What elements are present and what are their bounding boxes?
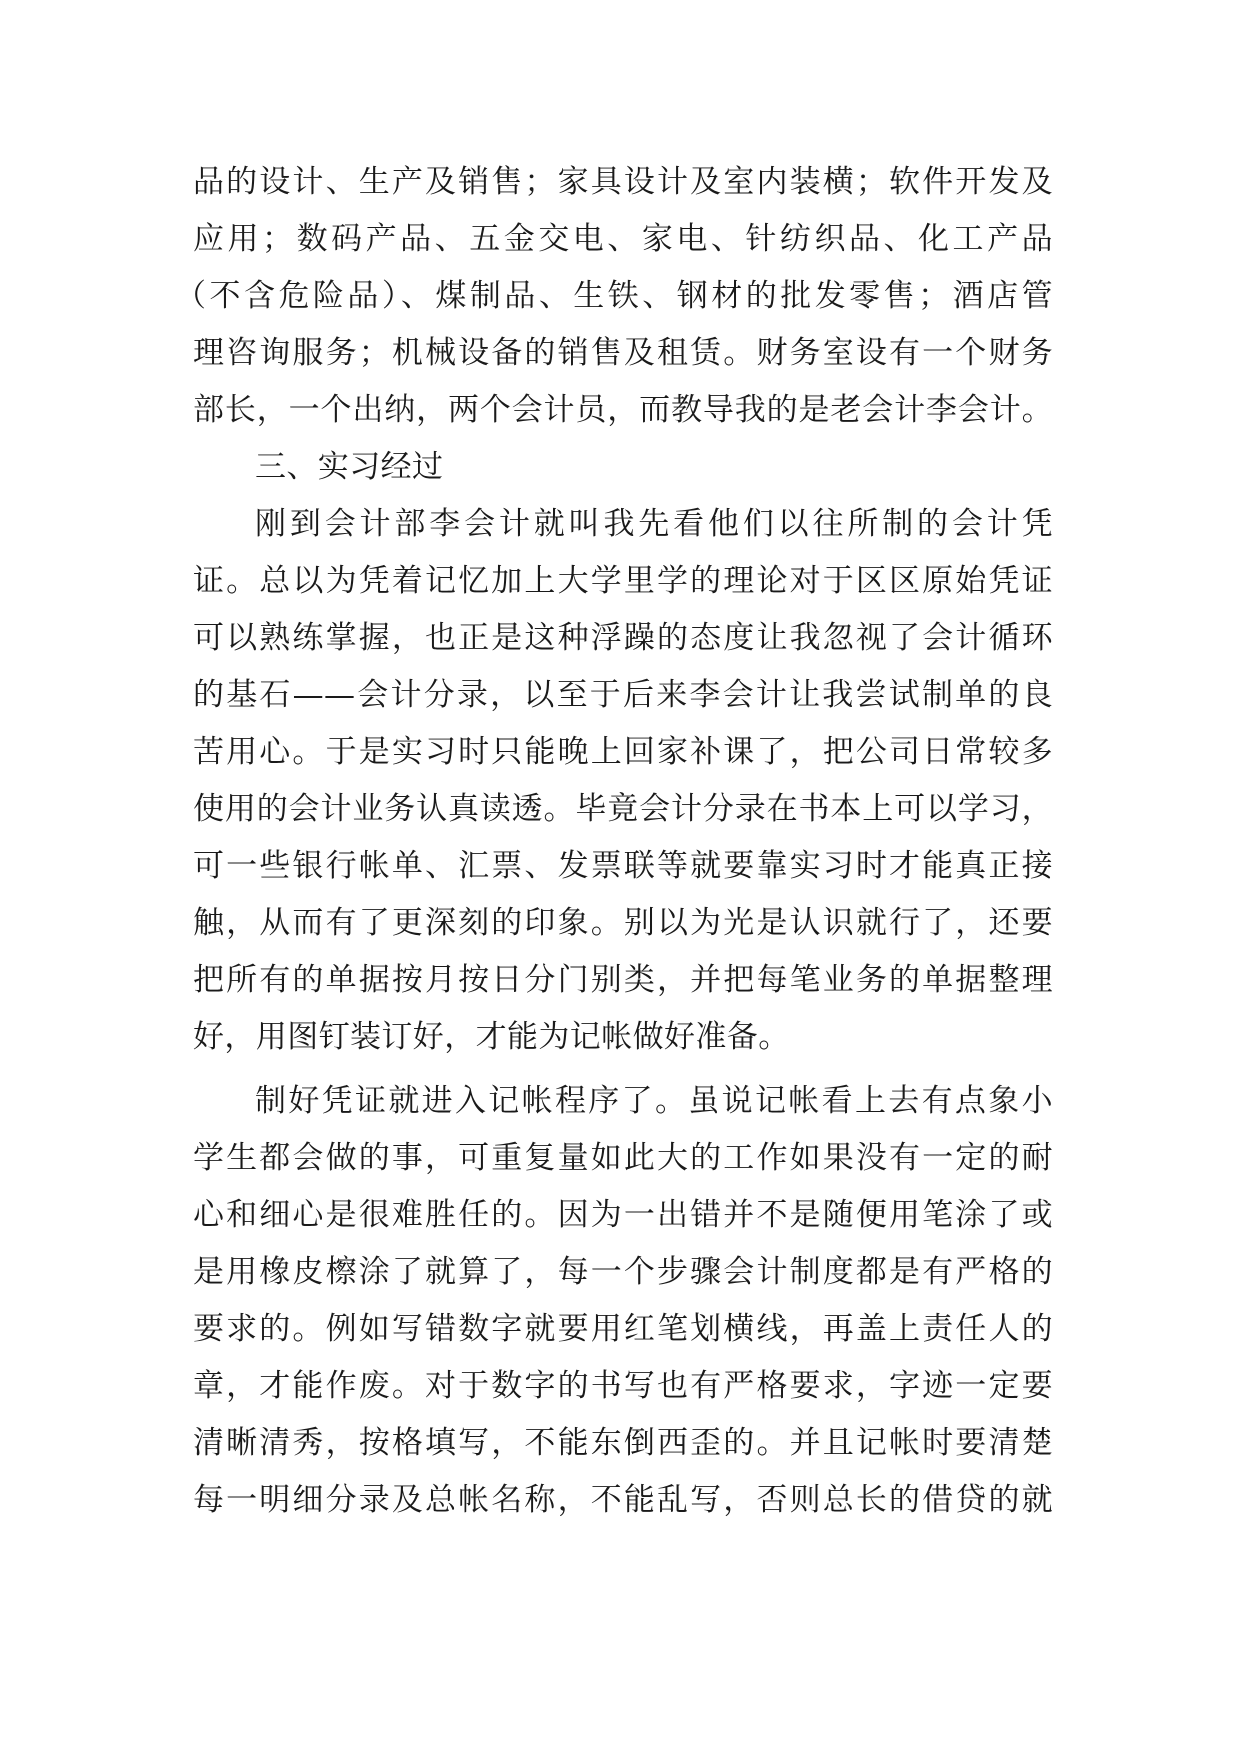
section-heading: 三、实习经过 (255, 449, 444, 485)
paragraph-line: 使用的会计业务认真读透。毕竟会计分录在书本上可以学习， (193, 791, 1053, 827)
paragraph-line: 清晰清秀，按格填写，不能东倒西歪的。并且记帐时要清楚 (193, 1425, 1053, 1461)
paragraph-line: 把所有的单据按月按日分门别类，并把每笔业务的单据整理 (193, 962, 1053, 998)
paragraph-line: 触，从而有了更深刻的印象。别以为光是认识就行了，还要 (193, 905, 1053, 941)
paragraph-line: 心和细心是很难胜任的。因为一出错并不是随便用笔涂了或 (193, 1197, 1053, 1233)
paragraph-line: 制好凭证就进入记帐程序了。虽说记帐看上去有点象小 (255, 1083, 1053, 1119)
paragraph-line: 可一些银行帐单、汇票、发票联等就要靠实习时才能真正接 (193, 848, 1053, 884)
paragraph-line: 部长，一个出纳，两个会计员，而教导我的是老会计李会计。 (193, 392, 1053, 428)
paragraph-line: （不含危险品）、煤制品、生铁、钢材的批发零售；酒店管 (175, 278, 1053, 314)
paragraph-line: 可以熟练掌握，也正是这种浮躁的态度让我忽视了会计循环 (193, 620, 1053, 656)
paragraph-line: 证。总以为凭着记忆加上大学里学的理论对于区区原始凭证 (193, 563, 1053, 599)
paragraph-line: 章，才能作废。对于数字的书写也有严格要求，字迹一定要 (193, 1368, 1053, 1404)
paragraph-line: 要求的。例如写错数字就要用红笔划横线，再盖上责任人的 (193, 1311, 1053, 1347)
paragraph-line: 刚到会计部李会计就叫我先看他们以往所制的会计凭 (255, 506, 1053, 542)
paragraph-line: 每一明细分录及总帐名称，不能乱写，否则总长的借贷的就 (193, 1482, 1053, 1518)
paragraph-line: 学生都会做的事，可重复量如此大的工作如果没有一定的耐 (193, 1140, 1053, 1176)
paragraph-line: 是用橡皮檫涂了就算了，每一个步骤会计制度都是有严格的 (193, 1254, 1053, 1290)
paragraph-line: 好，用图钉装订好，才能为记帐做好准备。 (193, 1019, 790, 1055)
paragraph-line: 理咨询服务；机械设备的销售及租赁。财务室设有一个财务 (193, 335, 1053, 371)
paragraph-line: 苦用心。于是实习时只能晚上回家补课了，把公司日常较多 (193, 734, 1053, 770)
paragraph-line: 品的设计、生产及销售；家具设计及室内装横；软件开发及 (193, 164, 1053, 200)
paragraph-line: 应用；数码产品、五金交电、家电、针纺织品、化工产品 (193, 221, 1053, 257)
paragraph-line: 的基石——会计分录，以至于后来李会计让我尝试制单的良 (193, 677, 1053, 713)
